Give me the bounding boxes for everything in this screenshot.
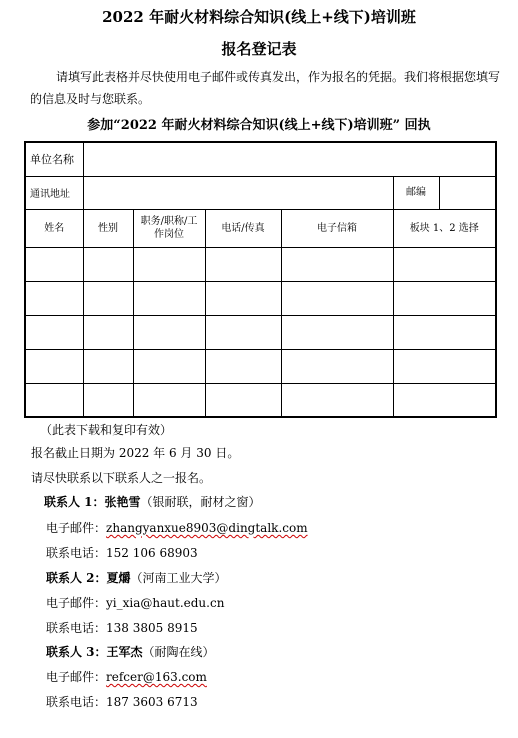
- contact-1-org: （银耐联，耐材之窗）: [140, 495, 261, 509]
- contact-2-org: （河南工业大学）: [130, 571, 227, 585]
- contact-1-line: [44, 493, 261, 510]
- contact-1-phone-line: [46, 544, 198, 561]
- table-row: [25, 281, 496, 315]
- contact-3-email-line: [46, 668, 207, 685]
- contact-1-phone-label: 联系电话：: [46, 546, 107, 560]
- contact-2-email[interactable]: yi_xia@haut.edu.cn: [106, 596, 225, 610]
- contact-3-line: [46, 643, 215, 660]
- contact-2-line: [46, 569, 227, 586]
- cell-input[interactable]: [281, 349, 393, 383]
- address-input[interactable]: [83, 176, 393, 209]
- intro-paragraph: 请填写此表格并尽快使用电子邮件或传真发出，作为报名的凭据。我们将根据您填写的信息及时与您联系。: [30, 70, 501, 106]
- header-row: [25, 209, 496, 247]
- contact-2-label: 联系人 2：: [46, 571, 107, 585]
- table-row: [25, 315, 496, 349]
- cell-input[interactable]: [133, 281, 205, 315]
- contact-3-email[interactable]: refcer@163.com: [106, 670, 207, 684]
- cell-input[interactable]: [205, 383, 281, 417]
- deadline-text: 报名截止日期为 2022 年 6 月 30 日。: [31, 446, 240, 460]
- cell-input[interactable]: [393, 247, 496, 281]
- cell-input[interactable]: [281, 247, 393, 281]
- cell-input[interactable]: [25, 349, 83, 383]
- cell-input[interactable]: [281, 383, 393, 417]
- receipt-heading: 参加“2022 年耐火材料综合知识(线上+线下)培训班” 回执: [87, 118, 431, 133]
- cell-input[interactable]: [25, 281, 83, 315]
- registration-table: [24, 141, 497, 418]
- contact-2-name: 夏爝: [106, 571, 131, 585]
- cell-input[interactable]: [25, 383, 83, 417]
- contact-3-email-label: 电子邮件：: [46, 670, 107, 684]
- contact-1-email[interactable]: zhangyanxue8903@dingtalk.com: [106, 521, 308, 535]
- form-title: 报名登记表: [221, 40, 297, 58]
- contact-1-email-line: [46, 519, 308, 536]
- cell-input[interactable]: [281, 281, 393, 315]
- cell-input[interactable]: [25, 315, 83, 349]
- postcode-label: 邮编: [393, 176, 439, 209]
- cell-input[interactable]: [393, 315, 496, 349]
- contact-prompt: 请尽快联系以下联系人之一报名。: [31, 471, 212, 485]
- col-position: 职务/职称/工作岗位: [133, 209, 205, 247]
- cell-input[interactable]: [133, 349, 205, 383]
- cell-input[interactable]: [83, 383, 133, 417]
- cell-input[interactable]: [83, 247, 133, 281]
- contact-2-phone-label: 联系电话：: [46, 621, 107, 635]
- table-row: [25, 349, 496, 383]
- unit-input[interactable]: [83, 142, 496, 176]
- cell-input[interactable]: [133, 383, 205, 417]
- cell-input[interactable]: [83, 281, 133, 315]
- cell-input[interactable]: [393, 349, 496, 383]
- postcode-input[interactable]: [439, 176, 496, 209]
- contact-3-phone: 187 3603 6713: [106, 695, 198, 709]
- cell-input[interactable]: [83, 349, 133, 383]
- unit-label: 单位名称: [25, 142, 83, 176]
- cell-input[interactable]: [25, 247, 83, 281]
- contact-2-email-label: 电子邮件：: [46, 596, 107, 610]
- contact-1-phone: 152 106 68903: [106, 546, 198, 560]
- contact-2-phone: 138 3805 8915: [106, 621, 198, 635]
- unit-row: [25, 142, 496, 176]
- col-gender: 性别: [83, 209, 133, 247]
- contact-3-org: （耐陶在线）: [142, 645, 215, 659]
- copy-note: （此表下载和复印有效）: [40, 423, 173, 437]
- cell-input[interactable]: [281, 315, 393, 349]
- contact-3-name: 王军杰: [106, 645, 143, 659]
- contact-1-email-label: 电子邮件：: [46, 521, 107, 535]
- contact-3-phone-line: [46, 693, 198, 710]
- contact-3-label: 联系人 3：: [46, 645, 107, 659]
- col-name: 姓名: [25, 209, 83, 247]
- cell-input[interactable]: [393, 383, 496, 417]
- table-row: [25, 247, 496, 281]
- contact-1-label: 联系人 1：: [44, 495, 105, 509]
- cell-input[interactable]: [205, 247, 281, 281]
- cell-input[interactable]: [133, 315, 205, 349]
- contact-3-phone-label: 联系电话：: [46, 695, 107, 709]
- col-email: 电子信箱: [281, 209, 393, 247]
- address-row: [25, 176, 496, 209]
- cell-input[interactable]: [393, 281, 496, 315]
- contact-2-phone-line: [46, 619, 198, 636]
- table-row: [25, 383, 496, 417]
- col-phone: 电话/传真: [205, 209, 281, 247]
- contact-1-name: 张艳雪: [104, 495, 141, 509]
- contact-2-email-line: [46, 594, 224, 611]
- col-module: 板块 1、2 选择: [393, 209, 496, 247]
- address-label: 通讯地址: [25, 176, 83, 209]
- document-title: 2022 年耐火材料综合知识(线上+线下)培训班: [102, 8, 416, 26]
- cell-input[interactable]: [205, 315, 281, 349]
- cell-input[interactable]: [205, 349, 281, 383]
- cell-input[interactable]: [133, 247, 205, 281]
- cell-input[interactable]: [205, 281, 281, 315]
- cell-input[interactable]: [83, 315, 133, 349]
